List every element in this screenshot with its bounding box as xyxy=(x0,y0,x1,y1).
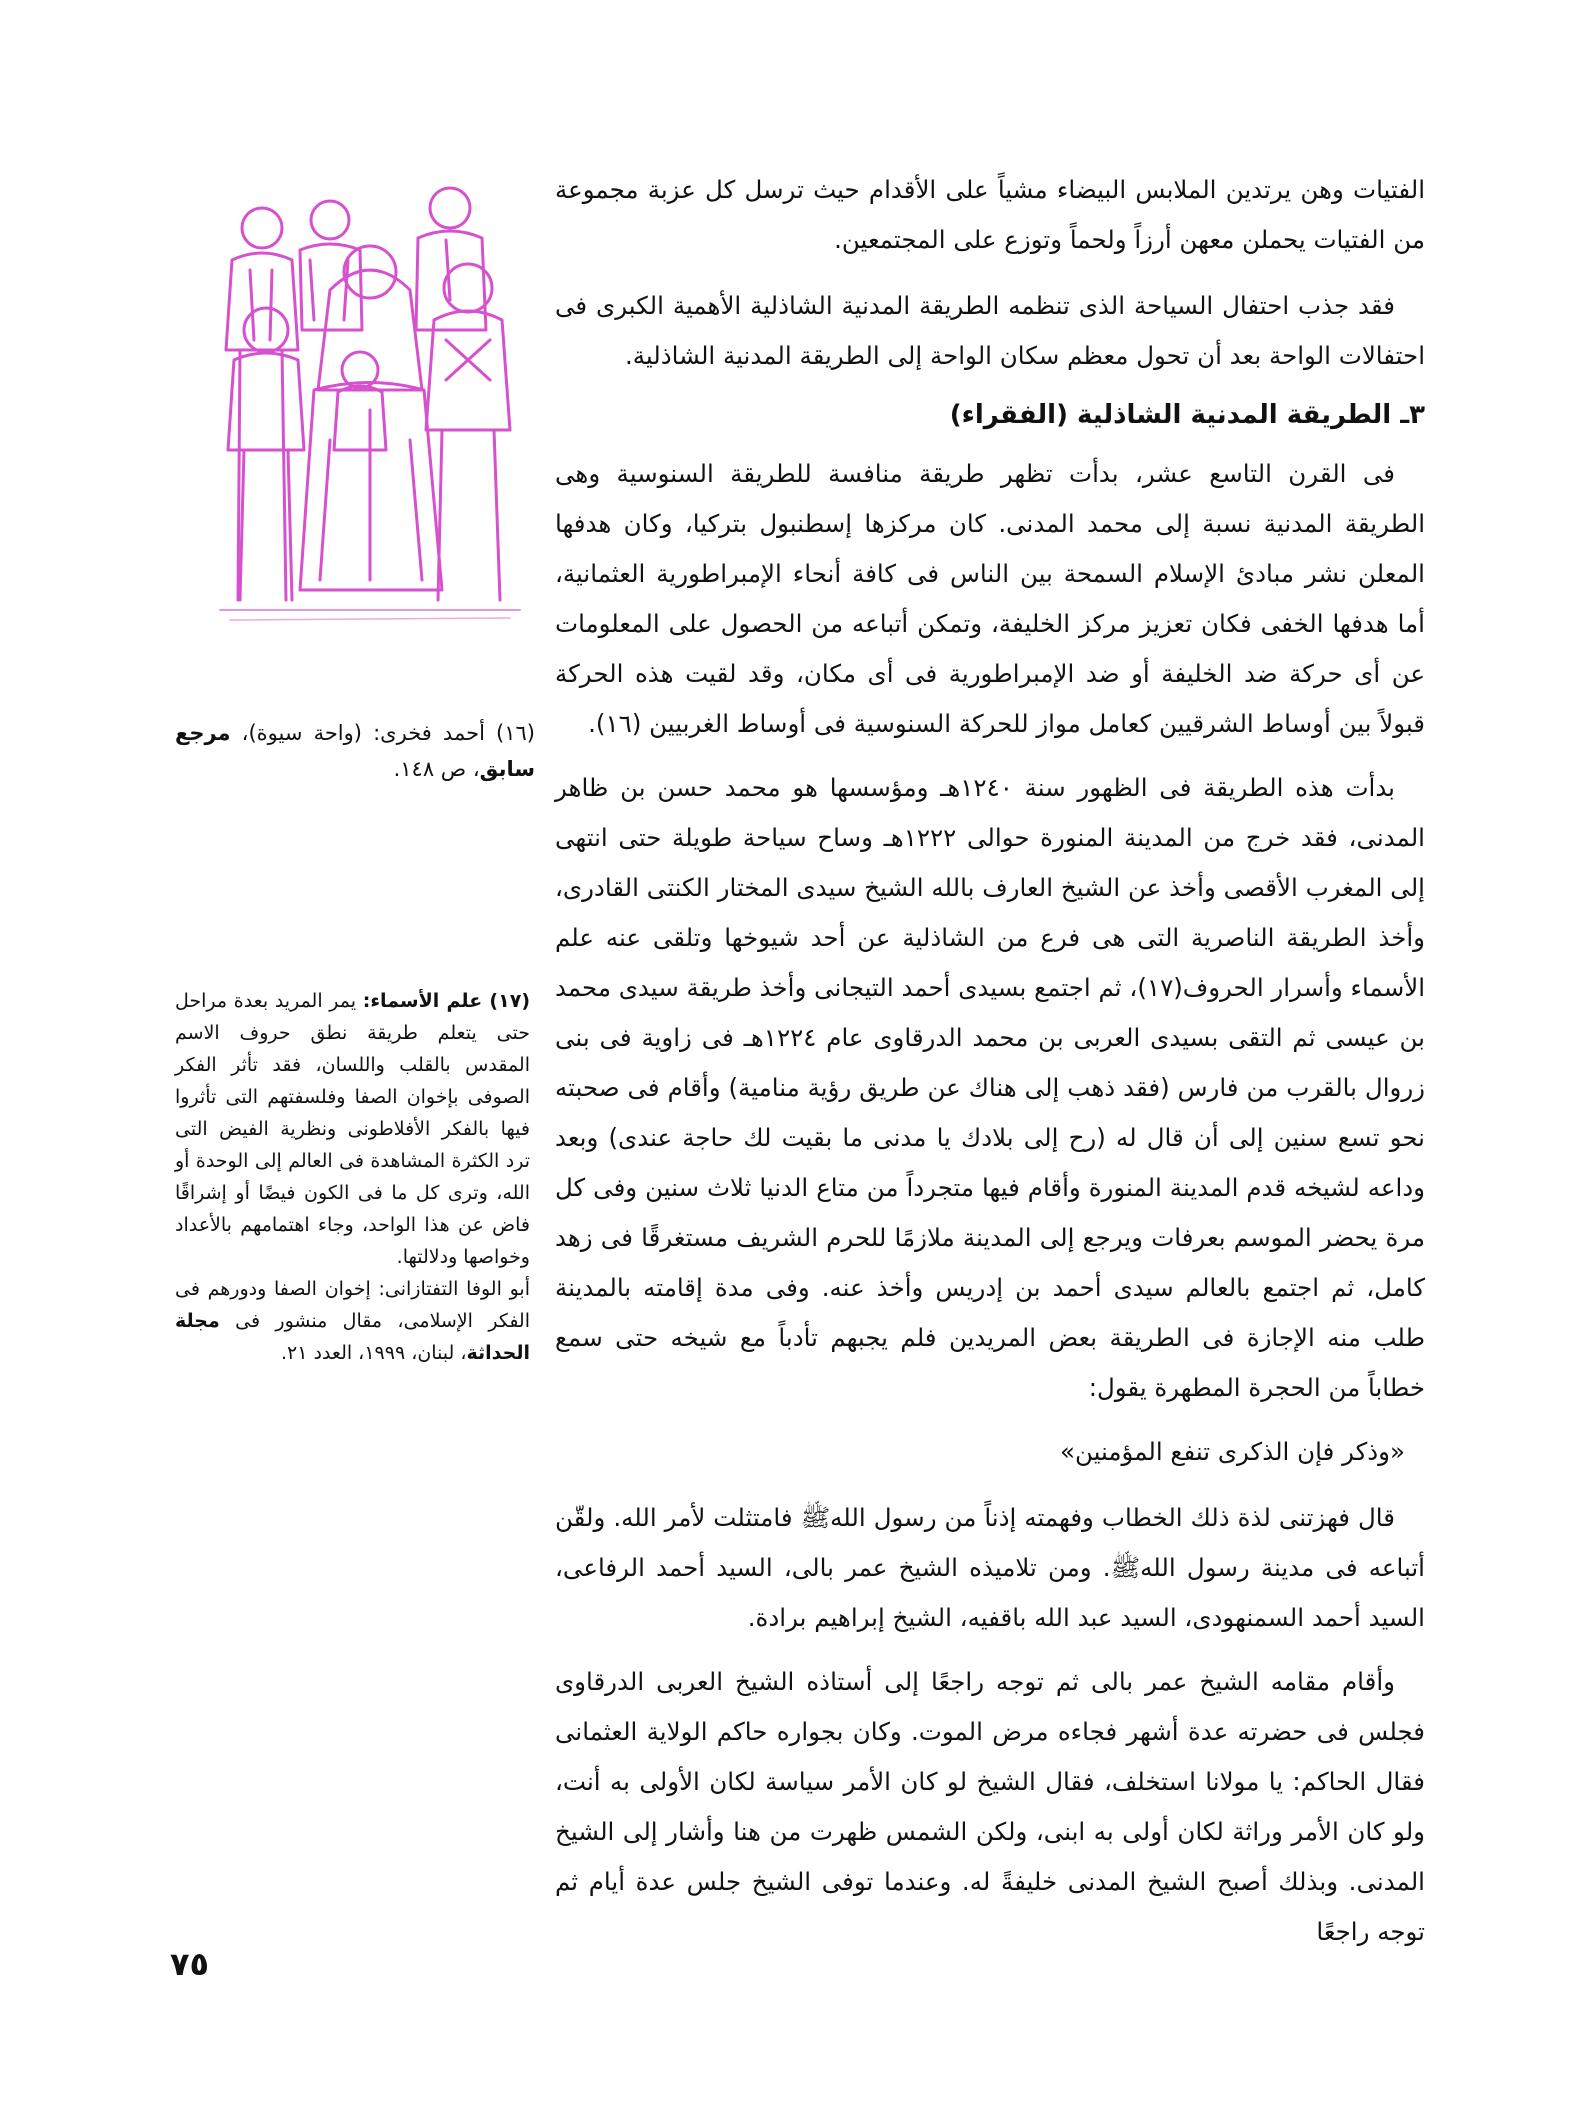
paragraph-2: فقد جذب احتفال السياحة الذى تنظمه الطريقة المدنية الشاذلية الأهمية الكبرى فى احتفالات الواحة بعد أن تحول معظم سكان الواحة إلى الطريقة المدنية الشاذلية. xyxy=(555,291,1425,370)
footnote-16-prefix: (١٦) أحمد فخرى: (واحة سيوة)، xyxy=(230,721,535,745)
family-illustration xyxy=(210,180,530,650)
footnote-16 xyxy=(175,715,535,787)
section-heading: ٣ـ الطريقة المدنية الشاذلية (الفقراء) xyxy=(949,400,1425,430)
paragraph-6: وأقام مقامه الشيخ عمر بالى ثم توجه راجعًا إلى أستاذه الشيخ العربى الدرقاوى فجلس فى حضرته عدة أشهر فجاءه مرض الموت. وكان بجواره حاكم الولاية العثمانى فقال الحاكم: يا مولانا استخلف، فقال الشيخ لو كان الأمر سياسة لكان الأولى به أنت، ولو كان الأمر وراثة لكان أولى به ابنى، ولكن الشمس ظهرت من هنا وأشار إلى الشيخ المدنى. وبذلك أصبح الشيخ المدنى خليفةً له. وعندما توفى الشيخ جلس عدة أيام ثم توجه راجعًا xyxy=(555,1667,1425,1946)
footnote-16-source: مرجع سابق xyxy=(175,721,535,781)
main-text xyxy=(555,165,1425,1971)
figure-child xyxy=(334,352,386,450)
footnote-17-text: يمر المريد بعدة مراحل حتى يتعلم طريقة نطق حروف الاسم المقدس بالقلب واللسان، فقد تأثر الفكر الصوفى بإخوان الصفا وفلسفتهم التى تأثروا فيها بالفكر الأفلاطونى ونظرية الفيض التى ترد الكثرة المشاهدة فى العالم إلى الوحدة أو الله، وترى كل ما فى الكون فيضًا أو إشراقًا فاض عن هذا الواحد، وجاء اهتمامهم بالأعداد وخواصها ودلالتها. xyxy=(175,990,530,1268)
footnote-17-journal: مجلة الحداثة xyxy=(175,1310,530,1364)
quran-quote: «وذكر فإن الذكرى تنفع المؤمنين» xyxy=(1059,1437,1405,1466)
figure-woman xyxy=(300,246,442,590)
figure-boy-right xyxy=(426,264,510,600)
footnote-17 xyxy=(175,985,530,1369)
paragraph-3: فى القرن التاسع عشر، بدأت تظهر طريقة منافسة للطريقة السنوسية وهى الطريقة المدنية نسبة إلى محمد المدنى. كان مركزها إسطنبول بتركيا، وكان هدفها المعلن نشر مبادئ الإسلام السمحة بين الناس فى كافة أنحاء الإمبراطورية العثمانية، أما هدفها الخفى فكان تعزيز مركز الخليفة، وتمكن أتباعه من الحصول على المعلومات عن أى حركة ضد الخليفة أو ضد الإمبراطورية فى أى مكان، وقد لقيت هذه الحركة قبولاً بين أوساط الشرقيين كعامل مواز للحركة السنوسية فى أوساط الغربيين (١٦). xyxy=(555,459,1425,738)
figure-back-middle xyxy=(300,201,362,330)
paragraph-1: الفتيات وهن يرتدين الملابس البيضاء مشياً على الأقدام حيث ترسل كل عزبة مجموعة من الفتيات يحملن معهن أرزاً ولحماً وتوزع على المجتمعين. xyxy=(555,175,1425,254)
figure-back-left xyxy=(226,208,298,600)
page-number: ٧٥ xyxy=(170,1945,210,1983)
footnote-17-reference: أبو الوفا التفتازانى: إخوان الصفا ودورهم فى الفكر الإسلامى، مقال منشور فى مجلة الحداثة، لبنان، ١٩٩٩، العدد ٢١. xyxy=(175,1278,530,1364)
figure-back-right xyxy=(416,188,486,330)
paragraph-4: بدأت هذه الطريقة فى الظهور سنة ١٢٤٠هـ ومؤسسها هو محمد حسن بن ظاهر المدنى، فقد خرج من المدينة المنورة حوالى ١٢٢٢هـ وساح سياحة طويلة حتى انتهى إلى المغرب الأقصى وأخذ عن الشيخ العارف بالله الشيخ سيدى المختار الكنتى القادرى، وأخذ الطريقة الناصرية التى هى فرع من الشاذلية عن أحد شيوخها وتلقى عنه علم الأسماء وأسرار الحروف(١٧)، ثم اجتمع بسيدى أحمد التيجانى وأخذ طريقة سيدى محمد بن عيسى ثم التقى بسيدى العربى بن محمد الدرقاوى عام ١٢٢٤هـ فى زاوية فى بنى زروال بالقرب من فارس (فقد ذهب إلى هناك عن طريق رؤية منامية) وأقام فى صحبته نحو تسع سنين إلى أن قال له (رح إلى بلادك يا مدنى ما بقيت لك حاجة عندى) وبعد وداعه لشيخه قدم المدينة المنورة وأقام فيها متجرداً من متاع الدنيا ثلاث سنين وفى كل مرة يحضر الموسم بعرفات ويرجع إلى المدينة ملازمًا للحرم الشريف مستغرقًا فى زهد كامل، ثم اجتمع بالعالم سيدى أحمد بن إدريس وأخذ عنه. وفى مدة إقامته بالمدينة طلب منه الإجازة فى الطريقة بعض المريدين فلم يجبهم تأدباً مع شيخه حتى سمع خطاباً من الحجرة المطهرة يقول: xyxy=(555,773,1425,1402)
footnote-17-label: (١٧) علم الأسماء: xyxy=(362,990,531,1012)
footnote-17-body xyxy=(175,985,530,1273)
paragraph-5: قال فهزتنى لذة ذلك الخطاب وفهمته إذناً من رسول اللهﷺ فامتثلت لأمر الله. ولقّن أتباعه فى مدينة رسول اللهﷺ. ومن تلاميذه الشيخ عمر بالى، السيد أحمد الرفاعى، السيد أحمد السمنهودى، السيد عبد الله باقفيه، الشيخ إبراهيم برادة. xyxy=(555,1503,1425,1632)
footnote-16-suffix: ، ص ١٤٨. xyxy=(393,757,480,781)
